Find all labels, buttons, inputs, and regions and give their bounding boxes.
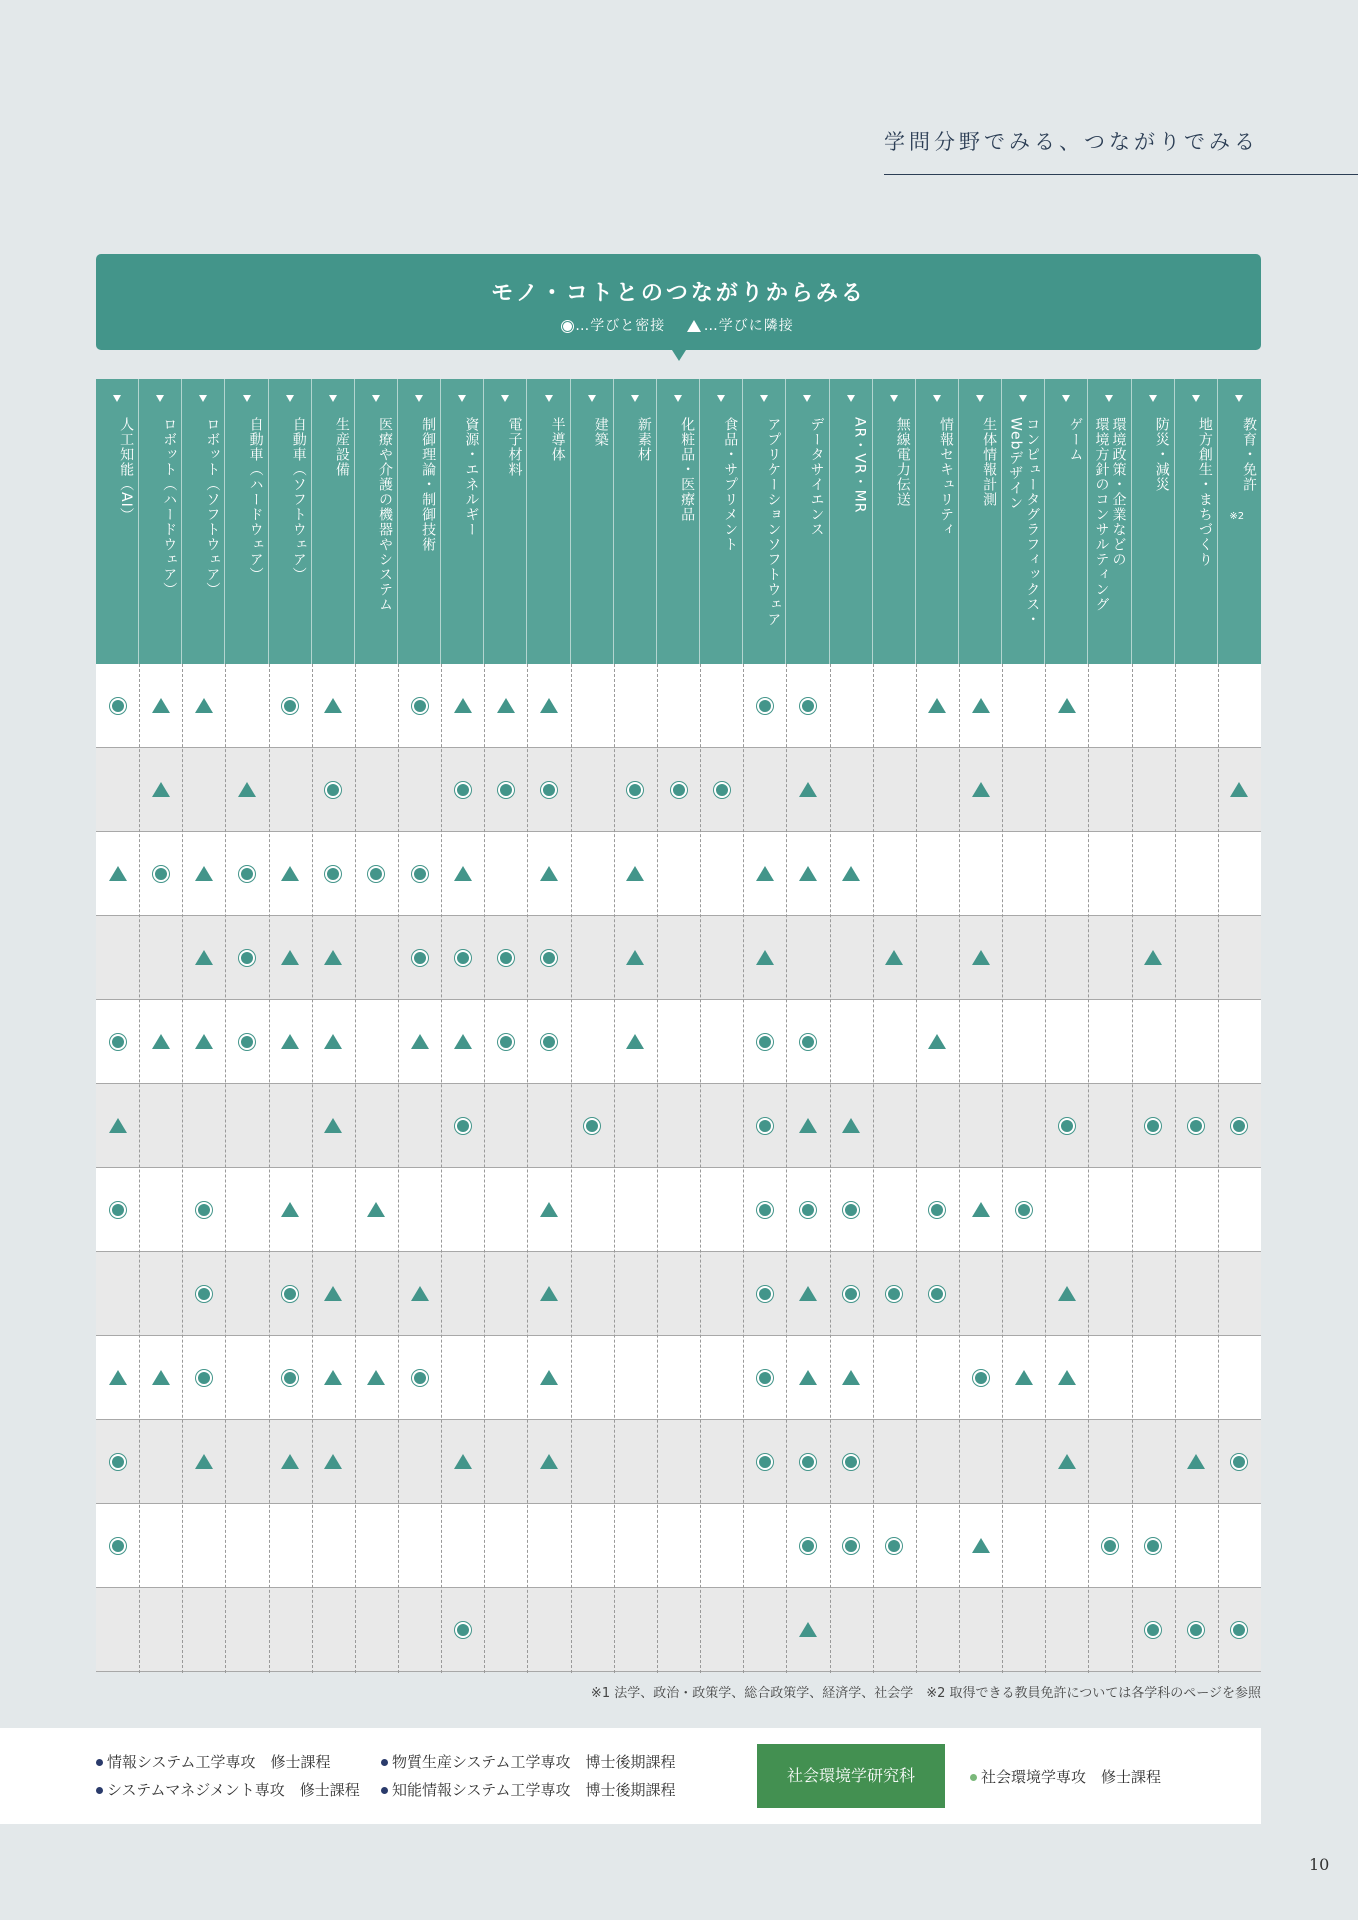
down-arrow-icon [545,395,553,402]
column-header [398,379,441,664]
matrix-row [96,1420,1261,1504]
down-arrow-icon [113,395,121,402]
adjacent-relation-triangle-icon [454,1034,472,1049]
column-divider [1088,664,1089,1673]
adjacent-relation-triangle-icon [540,866,558,881]
program-item [381,1751,676,1772]
banner-legend [96,315,1261,335]
close-relation-circle-icon [414,700,426,712]
column-header-label: 生産設備 [333,417,350,477]
adjacent-relation-triangle-icon [626,866,644,881]
close-relation-circle-icon [802,1456,814,1468]
banner-pointer-icon [672,350,686,361]
close-relation-circle-icon [112,1204,124,1216]
adjacent-relation-triangle-icon [842,1370,860,1385]
adjacent-relation-triangle-icon [972,782,990,797]
down-arrow-icon [1105,395,1113,402]
adjacent-relation-triangle-icon [928,698,946,713]
adjacent-relation-triangle-icon [1058,1286,1076,1301]
matrix-row [96,1084,1261,1168]
adjacent-relation-triangle-icon [281,1454,299,1469]
close-relation-circle-icon [500,1036,512,1048]
column-divider [700,664,701,1673]
column-divider [1175,664,1176,1673]
column-divider [571,664,572,1673]
down-arrow-icon [717,395,725,402]
close-relation-circle-icon [802,1204,814,1216]
close-relation-circle-icon [457,952,469,964]
close-relation-circle-icon [1018,1204,1030,1216]
adjacent-relation-triangle-icon [1144,950,1162,965]
column-header [1132,379,1175,664]
column-header-label: 情報セキュリティ [937,417,954,537]
column-header-label: ゲーム [1067,417,1084,462]
adjacent-relation-triangle-icon [324,1454,342,1469]
column-header-label: 人工知能（AI） [118,417,135,523]
bullet-icon [381,1787,388,1794]
column-divider [269,664,270,1673]
close-relation-circle-icon [975,1372,987,1384]
program-item [381,1779,676,1800]
column-header-label: 地方創生・まちづくり [1196,417,1213,567]
column-header [484,379,527,664]
adjacent-relation-triangle-icon [109,1370,127,1385]
down-arrow-icon [1019,395,1027,402]
adjacent-relation-triangle-icon [1058,1454,1076,1469]
close-relation-circle-icon [241,1036,253,1048]
adjacent-relation-triangle-icon [324,1034,342,1049]
program-item [96,1751,331,1772]
column-header-row [96,379,1261,664]
close-relation-circle-icon [1104,1540,1116,1552]
close-relation-circle-icon [112,1456,124,1468]
column-header [1088,379,1131,664]
connection-matrix [96,379,1261,1673]
footnote: ※1 法学、政治・政策学、総合政策学、経済学、社会学 ※2 取得できる教員免許については各学科のページを参照 [590,1686,1261,1701]
adjacent-relation-triangle-icon [885,950,903,965]
down-arrow-icon [631,395,639,402]
adjacent-relation-triangle-icon [1058,698,1076,713]
close-relation-circle-icon [457,1120,469,1132]
column-header [830,379,873,664]
down-arrow-icon [329,395,337,402]
column-header-note: ※2 [1229,511,1245,522]
adjacent-relation-triangle-icon [411,1286,429,1301]
column-header [269,379,312,664]
close-relation-circle-icon [802,700,814,712]
close-relation-circle-icon [759,1288,771,1300]
close-relation-circle-icon [241,952,253,964]
close-relation-circle-icon [759,1456,771,1468]
close-relation-circle-icon [759,1120,771,1132]
adjacent-relation-triangle-icon [195,866,213,881]
column-divider [441,664,442,1673]
section-divider [884,174,1358,175]
close-relation-circle-icon [414,1372,426,1384]
adjacent-relation-triangle-icon [497,698,515,713]
down-arrow-icon [501,395,509,402]
close-relation-circle-icon [802,1036,814,1048]
adjacent-relation-triangle-icon [281,950,299,965]
adjacent-relation-triangle-icon [324,950,342,965]
column-header [527,379,570,664]
adjacent-relation-triangle-icon [238,782,256,797]
close-relation-circle-icon [759,1036,771,1048]
down-arrow-icon [890,395,898,402]
page-number: 10 [1309,1855,1330,1874]
close-relation-circle-icon [112,700,124,712]
column-header-label: データサイエンス [808,417,825,537]
column-header-label: ロボット（ハードウェア） [161,417,178,597]
close-relation-circle-icon [845,1204,857,1216]
column-divider [139,664,140,1673]
adjacent-relation-triangle-icon [972,1538,990,1553]
column-divider [182,664,183,1673]
close-relation-circle-icon [1061,1120,1073,1132]
adjacent-relation-triangle-icon [540,698,558,713]
adjacent-relation-triangle-icon [109,866,127,881]
adjacent-relation-triangle-icon [540,1370,558,1385]
adjacent-relation-triangle-icon [799,866,817,881]
adjacent-relation-triangle-icon [1015,1370,1033,1385]
triangle-icon [687,320,701,332]
down-arrow-icon [286,395,294,402]
column-header [959,379,1002,664]
down-arrow-icon [243,395,251,402]
column-divider [916,664,917,1673]
adjacent-relation-triangle-icon [195,698,213,713]
column-header-label: コンピュータグラフィックス・ Webデザイン [1007,417,1041,627]
column-header-label: 環境政策・企業などの 環境方針のコンサルティング [1093,417,1127,612]
down-arrow-icon [1235,395,1243,402]
column-header-label: 防災・減災 [1153,417,1170,492]
column-header [355,379,398,664]
adjacent-relation-triangle-icon [972,1202,990,1217]
column-header [700,379,743,664]
close-relation-circle-icon [673,784,685,796]
down-arrow-icon [1149,395,1157,402]
column-header-label: AR・VR・MR [851,417,868,514]
program-footer [0,1728,1261,1824]
matrix-row [96,832,1261,916]
column-header-label: 化粧品・医療品 [679,417,696,522]
column-header-label: 新素材 [635,417,652,462]
column-divider [1218,664,1219,1673]
column-divider [312,664,313,1673]
matrix-row [96,1168,1261,1252]
column-divider [527,664,528,1673]
close-relation-circle-icon [543,952,555,964]
column-header [1045,379,1088,664]
program-label: システムマネジメント専攻 修士課程 [107,1781,360,1799]
close-relation-circle-icon [414,868,426,880]
adjacent-relation-triangle-icon [1058,1370,1076,1385]
bullet-icon [96,1787,103,1794]
down-arrow-icon [199,395,207,402]
program-item [96,1779,360,1800]
adjacent-relation-triangle-icon [281,1202,299,1217]
column-header [96,379,139,664]
column-header-label: 生体情報計測 [981,417,998,507]
column-divider [743,664,744,1673]
column-divider [1045,664,1046,1673]
column-header-label: アプリケーションソフトウェア [765,417,782,627]
program-label: 社会環境学専攻 修士課程 [981,1768,1162,1786]
close-relation-circle-icon [112,1540,124,1552]
adjacent-relation-triangle-icon [367,1370,385,1385]
down-arrow-icon [803,395,811,402]
down-arrow-icon [1192,395,1200,402]
down-arrow-icon [847,395,855,402]
adjacent-relation-triangle-icon [928,1034,946,1049]
matrix-row [96,916,1261,1000]
column-header [916,379,959,664]
column-divider [657,664,658,1673]
close-relation-circle-icon [198,1372,210,1384]
close-relation-circle-icon [759,1372,771,1384]
close-relation-circle-icon [112,1036,124,1048]
legend-circle-text: …学びと密接 [575,318,666,334]
adjacent-relation-triangle-icon [195,1454,213,1469]
program-label: 知能情報システム工学専攻 博士後期課程 [392,1781,676,1799]
down-arrow-icon [976,395,984,402]
adjacent-relation-triangle-icon [972,698,990,713]
column-header [786,379,829,664]
adjacent-relation-triangle-icon [1230,782,1248,797]
column-header-label: 医療や介護の機器やシステム [377,417,394,612]
down-arrow-icon [458,395,466,402]
adjacent-relation-triangle-icon [367,1202,385,1217]
legend-circle [563,315,665,335]
matrix-row [96,664,1261,748]
down-arrow-icon [156,395,164,402]
column-divider [484,664,485,1673]
column-header [571,379,614,664]
adjacent-relation-triangle-icon [626,1034,644,1049]
banner-title: モノ・コトとのつながりからみる [491,281,866,306]
column-header-label: 食品・サプリメント [722,417,739,552]
adjacent-relation-triangle-icon [454,698,472,713]
close-relation-circle-icon [457,1624,469,1636]
adjacent-relation-triangle-icon [324,1370,342,1385]
down-arrow-icon [933,395,941,402]
bullet-icon [970,1774,977,1781]
adjacent-relation-triangle-icon [195,950,213,965]
program-item [970,1766,1161,1787]
adjacent-relation-triangle-icon [281,1034,299,1049]
column-divider [614,664,615,1673]
adjacent-relation-triangle-icon [195,1034,213,1049]
column-header [1218,379,1261,664]
adjacent-relation-triangle-icon [799,1622,817,1637]
column-divider [959,664,960,1673]
adjacent-relation-triangle-icon [799,1370,817,1385]
column-divider [873,664,874,1673]
close-relation-circle-icon [845,1288,857,1300]
bullet-icon [381,1759,388,1766]
column-header [182,379,225,664]
column-divider [1132,664,1133,1673]
adjacent-relation-triangle-icon [842,1118,860,1133]
adjacent-relation-triangle-icon [411,1034,429,1049]
adjacent-relation-triangle-icon [756,866,774,881]
adjacent-relation-triangle-icon [540,1286,558,1301]
column-divider [830,664,831,1673]
adjacent-relation-triangle-icon [152,1370,170,1385]
close-relation-circle-icon [414,952,426,964]
down-arrow-icon [588,395,596,402]
close-relation-circle-icon [155,868,167,880]
bullet-icon [96,1759,103,1766]
adjacent-relation-triangle-icon [540,1202,558,1217]
adjacent-relation-triangle-icon [756,950,774,965]
column-header-label: 自動車（ハードウェア） [247,417,264,582]
adjacent-relation-triangle-icon [281,866,299,881]
down-arrow-icon [372,395,380,402]
close-relation-circle-icon [457,784,469,796]
adjacent-relation-triangle-icon [324,1286,342,1301]
adjacent-relation-triangle-icon [152,1034,170,1049]
column-header [873,379,916,664]
adjacent-relation-triangle-icon [842,866,860,881]
section-title: 学問分野でみる、つながりでみる [884,130,1259,154]
close-relation-circle-icon [241,868,253,880]
close-relation-circle-icon [500,784,512,796]
adjacent-relation-triangle-icon [799,1286,817,1301]
column-header-label: 資源・エネルギー [463,417,480,537]
close-relation-circle-icon [543,784,555,796]
column-header [614,379,657,664]
adjacent-relation-triangle-icon [454,866,472,881]
column-header [657,379,700,664]
legend-triangle [687,315,794,335]
close-relation-circle-icon [759,1204,771,1216]
close-relation-circle-icon [198,1288,210,1300]
column-header-label: 建築 [592,417,609,447]
down-arrow-icon [674,395,682,402]
adjacent-relation-triangle-icon [324,698,342,713]
adjacent-relation-triangle-icon [152,698,170,713]
down-arrow-icon [1062,395,1070,402]
column-header-label: 半導体 [549,417,566,462]
matrix-row [96,1336,1261,1420]
adjacent-relation-triangle-icon [324,1118,342,1133]
close-relation-circle-icon [543,1036,555,1048]
circle-icon [563,322,572,331]
column-header-label: 教育・免許 [1240,417,1257,492]
column-header-label: 自動車（ソフトウェア） [290,417,307,582]
adjacent-relation-triangle-icon [972,950,990,965]
adjacent-relation-triangle-icon [626,950,644,965]
research-school-label: 社会環境学研究科 [757,1744,945,1808]
column-header [312,379,355,664]
close-relation-circle-icon [845,1540,857,1552]
close-relation-circle-icon [845,1456,857,1468]
down-arrow-icon [415,395,423,402]
adjacent-relation-triangle-icon [799,1118,817,1133]
down-arrow-icon [760,395,768,402]
close-relation-circle-icon [716,784,728,796]
close-relation-circle-icon [198,1204,210,1216]
column-header [225,379,268,664]
matrix-banner [96,254,1261,350]
matrix-row [96,1252,1261,1336]
column-header-label: 電子材料 [506,417,523,477]
column-header [441,379,484,664]
adjacent-relation-triangle-icon [454,1454,472,1469]
matrix-row [96,1000,1261,1084]
column-header [1175,379,1218,664]
column-divider [1002,664,1003,1673]
matrix-row [96,1504,1261,1588]
adjacent-relation-triangle-icon [1187,1454,1205,1469]
close-relation-circle-icon [500,952,512,964]
column-header [743,379,786,664]
adjacent-relation-triangle-icon [109,1118,127,1133]
column-divider [355,664,356,1673]
close-relation-circle-icon [759,700,771,712]
column-header [139,379,182,664]
column-header [1002,379,1045,664]
program-label: 情報システム工学専攻 修士課程 [107,1753,331,1771]
column-divider [225,664,226,1673]
program-label: 物質生産システム工学専攻 博士後期課程 [392,1753,676,1771]
close-relation-circle-icon [802,1540,814,1552]
adjacent-relation-triangle-icon [799,782,817,797]
column-header-label: 制御理論・制御技術 [420,417,437,552]
column-header-label: 無線電力伝送 [894,417,911,507]
adjacent-relation-triangle-icon [540,1454,558,1469]
legend-triangle-text: …学びに隣接 [703,318,794,334]
column-divider [398,664,399,1673]
matrix-row [96,1588,1261,1672]
column-header-label: ロボット（ソフトウェア） [204,417,221,597]
column-divider [786,664,787,1673]
adjacent-relation-triangle-icon [152,782,170,797]
